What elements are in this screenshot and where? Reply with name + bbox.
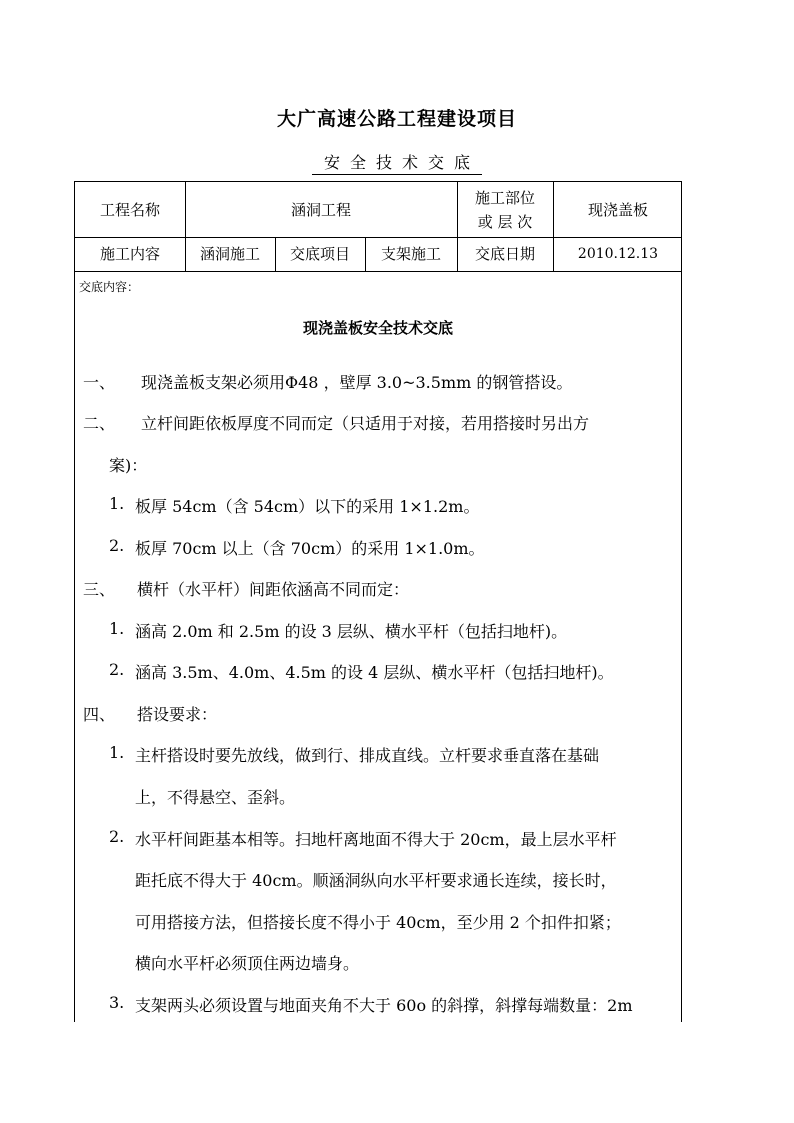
section-marker: 二、 bbox=[83, 414, 116, 433]
section-marker: 三、 bbox=[83, 580, 116, 599]
content-value: 涵洞施工 bbox=[199, 245, 260, 263]
item-text: 涵高 3.5m、4.0m、4.5m 的设 4 层纵、横水平杆（包括扫地杆)。 bbox=[135, 663, 614, 682]
project-name-value: 涵洞工程 bbox=[290, 200, 351, 219]
item-text: 板厚 70cm 以上（含 70cm）的采用 1×1.0m。 bbox=[135, 539, 485, 558]
section-text-cont: 案)： bbox=[109, 456, 148, 475]
section-text: 搭设要求： bbox=[137, 705, 218, 724]
section-text: 立杆间距依板厚度不同而定（只适用于对接，若用搭接时另出方 bbox=[141, 414, 590, 433]
item-text: 可用搭接方法，但搭接长度不得小于 40cm，至少用 2 个扣件扣紧； bbox=[135, 913, 621, 932]
item-text: 距托底不得大于 40cm。顺涵洞纵向水平杆要求通长连续，接长时， bbox=[135, 871, 617, 890]
item-label: 交底项目 bbox=[289, 245, 350, 263]
content-title: 现浇盖板安全技术交底 bbox=[302, 319, 453, 337]
project-name-label: 工程名称 bbox=[99, 200, 160, 219]
section-text: 现浇盖板支架必须用Φ48 ，壁厚 3.0~3.5mm 的钢管搭设。 bbox=[141, 373, 573, 392]
item-value: 支架施工 bbox=[380, 245, 441, 263]
item-marker: 2. bbox=[109, 536, 125, 555]
date-value: 2010.12.13 bbox=[577, 246, 659, 262]
item-text: 涵高 2.0m 和 2.5m 的设 3 层纵、横水平杆（包括扫地杆)。 bbox=[135, 622, 568, 641]
document-subtitle: 安全技术交底 bbox=[0, 150, 794, 173]
item-text: 主杆搭设时要先放线，做到行、排成直线。立杆要求垂直落在基础 bbox=[135, 746, 600, 765]
location-label: 施工部位 或 层 次 bbox=[474, 188, 535, 231]
row-divider bbox=[75, 271, 681, 272]
item-text: 支架两头必须设置与地面夹角不大于 60o 的斜撑，斜撑每端数量：2m bbox=[135, 996, 633, 1015]
item-marker: 1. bbox=[109, 743, 125, 762]
item-marker: 1. bbox=[109, 619, 125, 638]
item-marker: 3. bbox=[109, 993, 125, 1012]
document-title: 大广高速公路工程建设项目 bbox=[276, 108, 517, 130]
section-marker: 四、 bbox=[83, 705, 116, 724]
section-marker: 一、 bbox=[83, 373, 116, 392]
item-text: 上，不得悬空、歪斜。 bbox=[135, 788, 296, 807]
date-label: 交底日期 bbox=[474, 245, 535, 263]
item-text: 横向水平杆必须顶住两边墙身。 bbox=[135, 954, 360, 973]
item-text: 板厚 54cm（含 54cm）以下的采用 1×1.2m。 bbox=[135, 497, 480, 516]
item-marker: 1. bbox=[109, 494, 125, 513]
section-text: 横杆（水平杆）间距依涵高不同而定： bbox=[137, 580, 410, 599]
location-value: 现浇盖板 bbox=[587, 200, 648, 219]
item-text: 水平杆间距基本相等。扫地杆离地面不得大于 20cm，最上层水平杆 bbox=[135, 830, 617, 849]
item-marker: 2. bbox=[109, 827, 125, 846]
disclosure-form bbox=[74, 181, 682, 1022]
content-label: 施工内容 bbox=[99, 245, 160, 263]
item-marker: 2. bbox=[109, 660, 125, 679]
content-section-label: 交底内容： bbox=[79, 280, 140, 294]
